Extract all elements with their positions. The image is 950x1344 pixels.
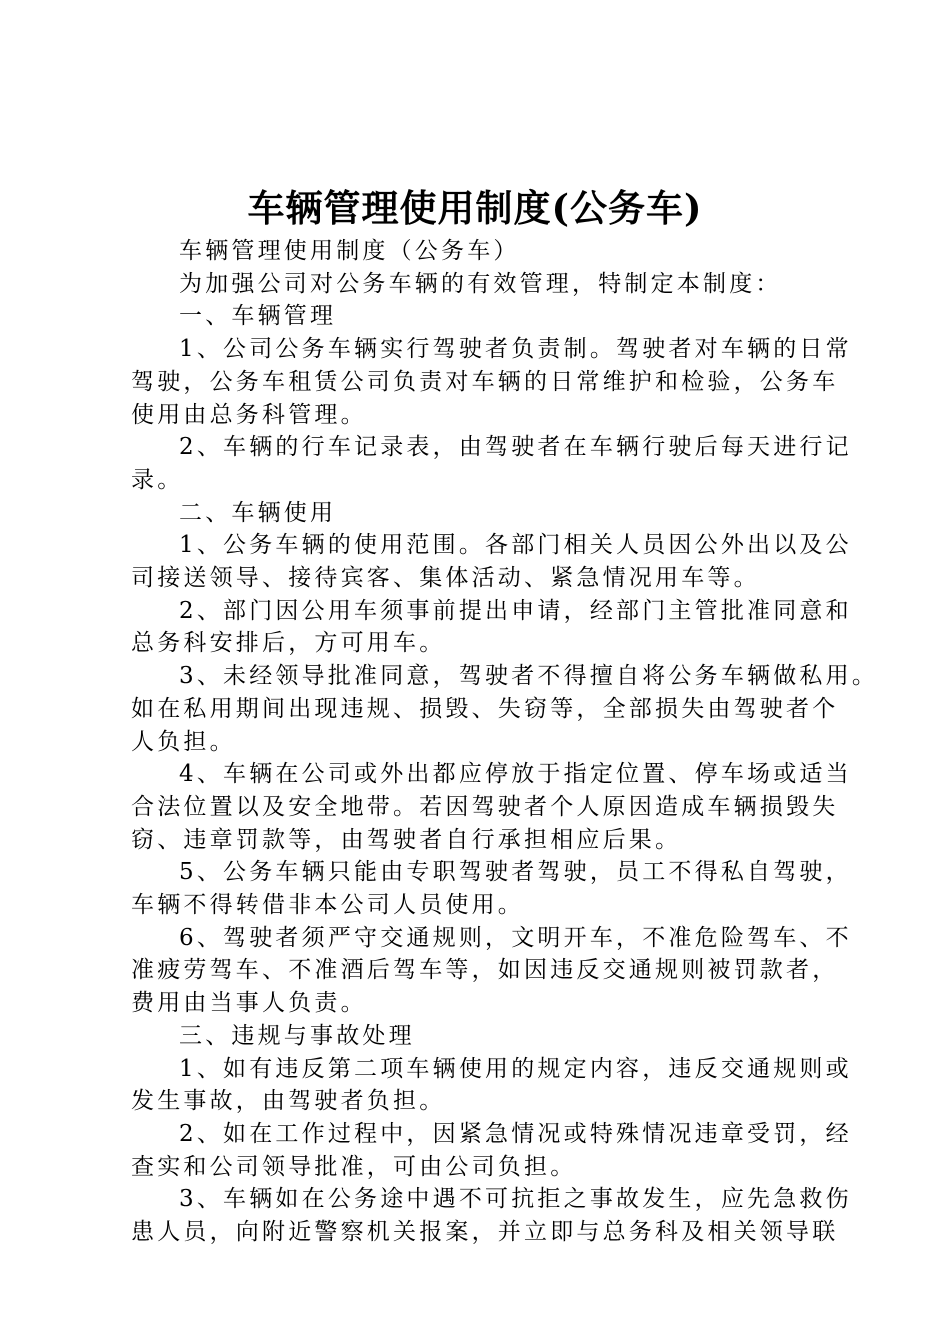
body-line: 5、公务车辆只能由专职驾驶者驾驶，员工不得私自驾驶， bbox=[179, 859, 852, 886]
body-line: 1、如有违反第二项车辆使用的规定内容，违反交通规则或 bbox=[179, 1055, 852, 1082]
body-line: 准疲劳驾车、不准酒后驾车等，如因违反交通规则被罚款者， bbox=[131, 957, 839, 984]
document-body bbox=[131, 235, 879, 1249]
body-line: 2、车辆的行车记录表，由驾驶者在车辆行驶后每天进行记 bbox=[179, 434, 852, 461]
body-line: 2、如在工作过程中，因紧急情况或特殊情况违章受罚，经 bbox=[179, 1120, 852, 1147]
body-line: 二、车辆使用 bbox=[179, 499, 337, 526]
body-line: 窃、违章罚款等，由驾驶者自行承担相应后果。 bbox=[131, 826, 682, 853]
body-line: 2、部门因公用车须事前提出申请，经部门主管批准同意和 bbox=[179, 597, 852, 624]
body-line: 为加强公司对公务车辆的有效管理，特制定本制度： bbox=[179, 270, 782, 297]
body-line: 三、违规与事故处理 bbox=[179, 1022, 415, 1049]
body-line: 查实和公司领导批准，可由公司负担。 bbox=[131, 1153, 577, 1180]
body-line: 司接送领导、接待宾客、集体活动、紧急情况用车等。 bbox=[131, 565, 760, 592]
body-line: 患人员，向附近警察机关报案，并立即与总务科及相关领导联 bbox=[131, 1219, 839, 1246]
body-line: 3、车辆如在公务途中遇不可抗拒之事故发生，应先急救伤 bbox=[179, 1186, 852, 1213]
body-line: 如在私用期间出现违规、损毁、失窃等，全部损失由驾驶者个 bbox=[131, 695, 839, 722]
body-line: 驾驶，公务车租赁公司负责对车辆的日常维护和检验，公务车 bbox=[131, 368, 839, 395]
body-line: 1、公司公务车辆实行驾驶者负责制。驾驶者对车辆的日常 bbox=[179, 336, 852, 363]
body-line: 3、未经领导批准同意，驾驶者不得擅自将公务车辆做私用。 bbox=[179, 663, 879, 690]
document-title: 车辆管理使用制度(公务车) bbox=[247, 186, 703, 230]
body-line: 4、车辆在公司或外出都应停放于指定位置、停车场或适当 bbox=[179, 761, 852, 788]
body-line: 车辆管理使用制度（公务车） bbox=[179, 238, 520, 264]
body-line: 录。 bbox=[131, 466, 184, 493]
body-line: 1、公务车辆的使用范围。各部门相关人员因公外出以及公 bbox=[179, 532, 852, 559]
body-line: 费用由当事人负责。 bbox=[131, 990, 367, 1017]
body-line: 车辆不得转借非本公司人员使用。 bbox=[131, 892, 524, 919]
body-line: 人负担。 bbox=[131, 728, 236, 755]
body-line: 一、车辆管理 bbox=[179, 303, 337, 330]
body-line: 合法位置以及安全地带。若因驾驶者个人原因造成车辆损毁失 bbox=[131, 793, 839, 820]
body-line: 6、驾驶者须严守交通规则，文明开车，不准危险驾车、不 bbox=[179, 924, 852, 951]
body-line: 使用由总务科管理。 bbox=[131, 401, 367, 428]
body-line: 总务科安排后，方可用车。 bbox=[131, 630, 446, 657]
body-line: 发生事故，由驾驶者负担。 bbox=[131, 1088, 446, 1115]
